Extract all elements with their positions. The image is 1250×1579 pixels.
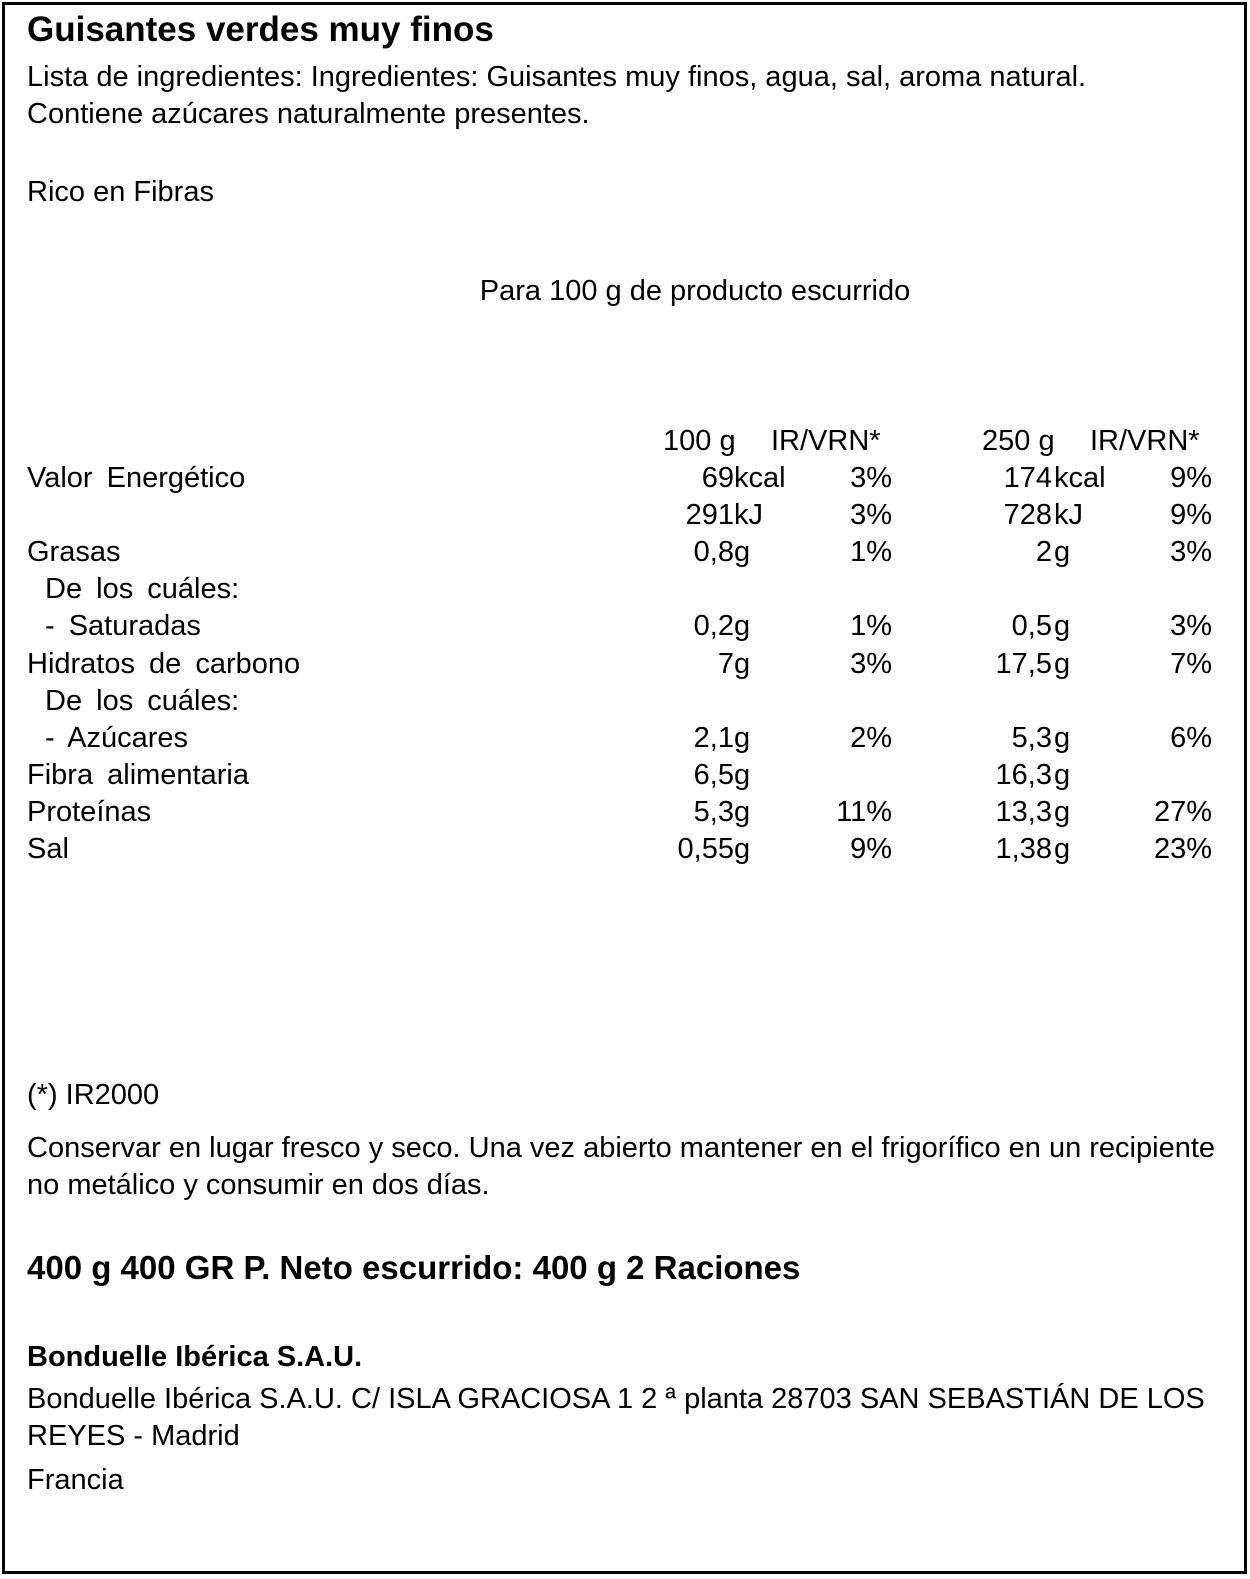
table-row bbox=[5, 757, 1244, 794]
value-100g: 2,1 bbox=[693, 721, 734, 754]
row-label: De los cuáles: bbox=[45, 573, 240, 606]
percent-100g: 2% bbox=[850, 721, 892, 754]
table-row bbox=[5, 534, 1244, 571]
table-row bbox=[5, 683, 1244, 720]
percent-250g: 23% bbox=[1153, 833, 1212, 865]
table-row bbox=[5, 460, 1244, 497]
value-100g: 7 bbox=[717, 647, 734, 680]
unit-250g: g bbox=[1054, 758, 1071, 791]
unit-100g: g bbox=[734, 833, 751, 865]
unit-100g: g bbox=[734, 758, 751, 791]
nutrition-label-document bbox=[2, 2, 1247, 1574]
unit-250g: g bbox=[1054, 647, 1071, 680]
percent-100g: 1% bbox=[850, 536, 892, 569]
value-100g: 291 bbox=[685, 499, 734, 532]
row-label: De los cuáles: bbox=[45, 684, 240, 717]
value-250g: 728 bbox=[1003, 499, 1052, 532]
unit-100g: g bbox=[734, 721, 751, 754]
value-250g: 2 bbox=[1035, 536, 1052, 569]
row-label: - Azúcares bbox=[45, 721, 188, 754]
percent-100g: 3% bbox=[850, 462, 892, 494]
country: Francia bbox=[27, 1464, 124, 1496]
unit-250g: kcal bbox=[1054, 462, 1106, 494]
row-label: Valor Energético bbox=[27, 462, 246, 494]
value-250g: 174 bbox=[1003, 462, 1052, 494]
table-row bbox=[5, 646, 1244, 683]
column-header-100g: 100 g bbox=[663, 425, 736, 457]
table-row bbox=[5, 794, 1244, 831]
unit-250g: g bbox=[1054, 536, 1071, 569]
percent-100g: 1% bbox=[850, 610, 892, 643]
row-label: Hidratos de carbono bbox=[27, 647, 301, 680]
column-header-250g: 250 g bbox=[982, 425, 1055, 457]
percent-250g: 6% bbox=[1170, 721, 1212, 754]
column-header-irvrn-250g: IR/VRN* bbox=[1090, 425, 1200, 457]
unit-100g: g bbox=[734, 536, 751, 569]
unit-250g: g bbox=[1054, 795, 1071, 828]
net-weight: 400 g 400 GR P. Neto escurrido: 400 g 2 Raciones bbox=[27, 1249, 801, 1286]
percent-250g: 7% bbox=[1170, 647, 1212, 680]
value-250g: 1,38 bbox=[995, 833, 1052, 865]
table-caption: Para 100 g de producto escurrido bbox=[479, 275, 911, 307]
value-100g: 0,2 bbox=[693, 610, 734, 643]
value-100g: 69 bbox=[701, 462, 734, 494]
nutrition-claim: Rico en Fibras bbox=[27, 176, 214, 208]
value-250g: 5,3 bbox=[1011, 721, 1052, 754]
percent-100g: 9% bbox=[850, 833, 892, 865]
percent-250g: 3% bbox=[1170, 536, 1212, 569]
value-100g: 0,8 bbox=[693, 536, 734, 569]
table-row bbox=[5, 571, 1244, 608]
unit-100g: kJ bbox=[734, 499, 763, 532]
percent-250g: 3% bbox=[1170, 610, 1212, 643]
unit-100g: g bbox=[734, 795, 751, 828]
company-address: Bonduelle Ibérica S.A.U. C/ ISLA GRACIOSA 1 2 ª planta 28703 SAN SEBASTIÁN DE LOS REYES - Madrid bbox=[27, 1383, 1205, 1452]
table-row bbox=[5, 497, 1244, 534]
row-label: - Saturadas bbox=[45, 610, 201, 643]
percent-100g: 11% bbox=[836, 795, 892, 828]
value-250g: 13,3 bbox=[995, 795, 1052, 828]
unit-250g: g bbox=[1054, 833, 1071, 865]
table-row bbox=[5, 720, 1244, 757]
table-row bbox=[5, 831, 1244, 868]
percent-250g: 27% bbox=[1153, 795, 1212, 828]
value-250g: 17,5 bbox=[995, 647, 1052, 680]
unit-100g: g bbox=[734, 610, 751, 643]
percent-100g: 3% bbox=[850, 647, 892, 680]
unit-250g: kJ bbox=[1054, 499, 1083, 532]
unit-100g: kcal bbox=[734, 462, 786, 494]
footnote: (*) IR2000 bbox=[27, 1079, 160, 1111]
value-100g: 0,55 bbox=[677, 833, 734, 865]
company-name: Bonduelle Ibérica S.A.U. bbox=[27, 1341, 363, 1373]
unit-250g: g bbox=[1054, 721, 1071, 754]
percent-250g: 9% bbox=[1170, 462, 1212, 494]
product-title: Guisantes verdes muy finos bbox=[27, 10, 494, 49]
row-label: Grasas bbox=[27, 536, 121, 569]
unit-250g: g bbox=[1054, 610, 1071, 643]
unit-100g: g bbox=[734, 647, 751, 680]
percent-100g: 3% bbox=[850, 499, 892, 532]
table-row bbox=[5, 608, 1244, 645]
row-label: Sal bbox=[27, 833, 69, 865]
row-label: Proteínas bbox=[27, 795, 152, 828]
ingredients-list: Lista de ingredientes: Ingredientes: Guisantes muy finos, agua, sal, aroma natural. Contiene azúcares naturalmente presentes. bbox=[27, 61, 1087, 130]
value-250g: 16,3 bbox=[995, 758, 1052, 791]
percent-250g: 9% bbox=[1170, 499, 1212, 532]
row-label: Fibra alimentaria bbox=[27, 758, 249, 791]
value-100g: 5,3 bbox=[693, 795, 734, 828]
column-header-irvrn-100g: IR/VRN* bbox=[771, 425, 881, 457]
value-250g: 0,5 bbox=[1011, 610, 1052, 643]
value-100g: 6,5 bbox=[693, 758, 734, 791]
storage-instructions: Conservar en lugar fresco y seco. Una vez abierto mantener en el frigorífico en un recipiente no metálico y consumir en dos días. bbox=[27, 1132, 1216, 1201]
